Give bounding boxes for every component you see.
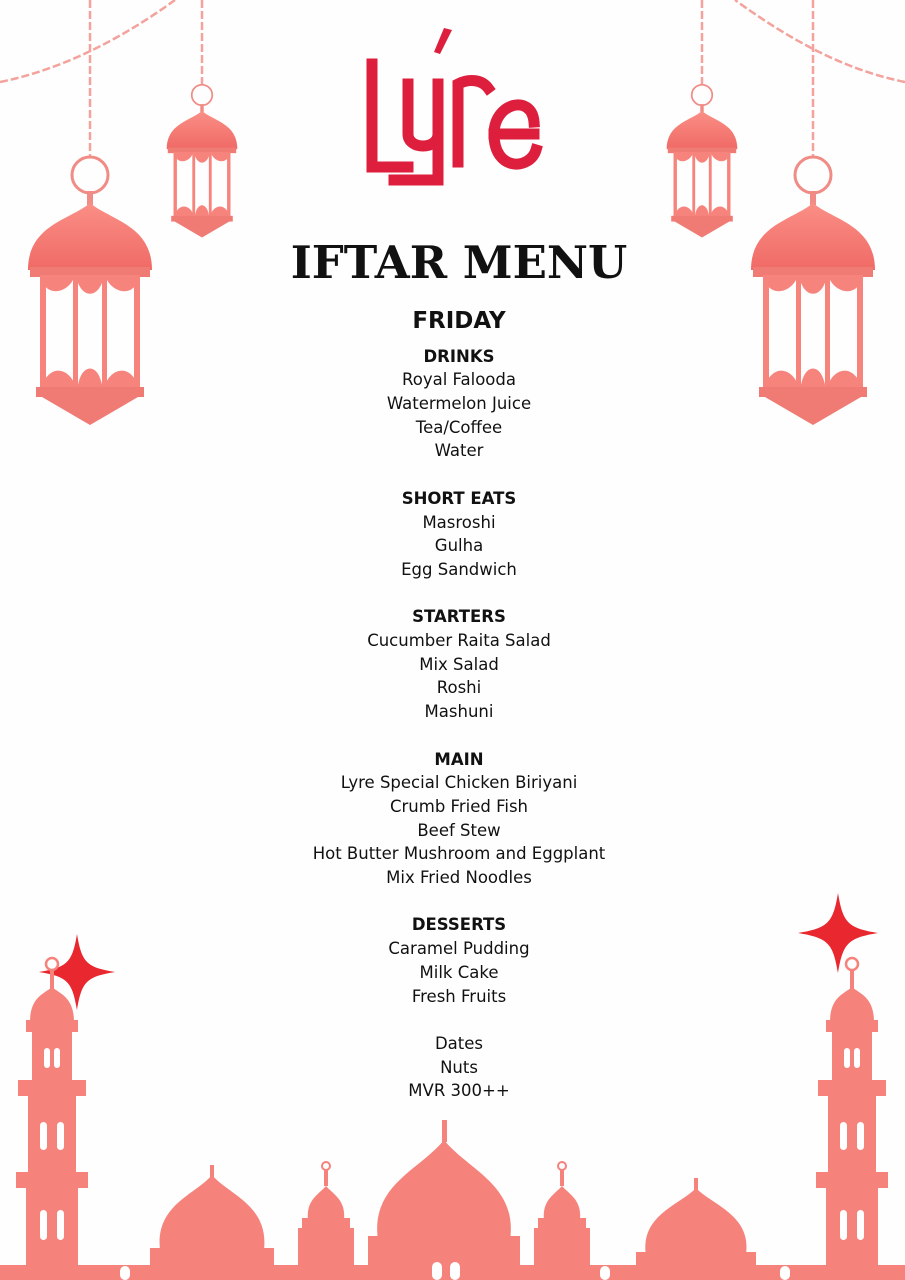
star-sparkle-icon bbox=[798, 893, 878, 973]
menu-section-starters bbox=[152, 605, 766, 724]
hanging-lantern-icon bbox=[28, 157, 152, 425]
menu-item: Hot Butter Mushroom and Eggplant bbox=[312, 844, 606, 864]
menu-extras bbox=[152, 1032, 766, 1103]
menu-section-drinks bbox=[152, 345, 766, 464]
extra-item: Nuts bbox=[440, 1057, 478, 1077]
section-heading: DESSERTS bbox=[411, 915, 507, 935]
menu-section-short-eats bbox=[152, 487, 766, 582]
menu-item: Gulha bbox=[434, 536, 484, 556]
menu-item: Milk Cake bbox=[419, 962, 499, 982]
menu-section-main bbox=[152, 748, 766, 890]
hanging-lantern-icon bbox=[751, 157, 875, 425]
extra-item: Dates bbox=[434, 1033, 484, 1053]
menu-content bbox=[152, 228, 766, 1103]
menu-item: Cucumber Raita Salad bbox=[367, 631, 551, 650]
menu-item: Watermelon Juice bbox=[386, 394, 532, 413]
menu-item: Beef Stew bbox=[417, 820, 501, 840]
day-label: FRIDAY bbox=[412, 308, 506, 334]
menu-section-desserts bbox=[152, 913, 766, 1008]
menu-item: Mix Fried Noodles bbox=[386, 868, 532, 888]
menu-item: Water bbox=[434, 441, 484, 461]
menu-item: Tea/Coffee bbox=[415, 417, 503, 437]
menu-item: Mashuni bbox=[424, 702, 494, 722]
menu-sections bbox=[152, 345, 766, 1103]
section-heading: SHORT EATS bbox=[401, 488, 517, 508]
section-heading: MAIN bbox=[434, 749, 484, 769]
menu-item: Lyre Special Chicken Biriyani bbox=[340, 773, 578, 793]
hanging-lantern-icon bbox=[667, 85, 738, 238]
menu-item: Royal Falooda bbox=[402, 370, 516, 390]
menu-item: Mix Salad bbox=[419, 654, 499, 674]
section-heading: STARTERS bbox=[412, 607, 506, 627]
menu-item: Masroshi bbox=[422, 512, 496, 532]
menu-item: Caramel Pudding bbox=[388, 939, 530, 959]
price-label: MVR 300++ bbox=[408, 1081, 510, 1101]
menu-item: Crumb Fried Fish bbox=[389, 796, 528, 816]
menu-item: Fresh Fruits bbox=[411, 986, 507, 1006]
section-heading: DRINKS bbox=[423, 346, 495, 366]
page-title: IFTAR MENU bbox=[290, 236, 628, 289]
menu-item: Roshi bbox=[436, 678, 482, 698]
hanging-lantern-icon bbox=[167, 85, 238, 238]
brand-logo bbox=[362, 22, 547, 187]
menu-item: Egg Sandwich bbox=[401, 559, 517, 579]
